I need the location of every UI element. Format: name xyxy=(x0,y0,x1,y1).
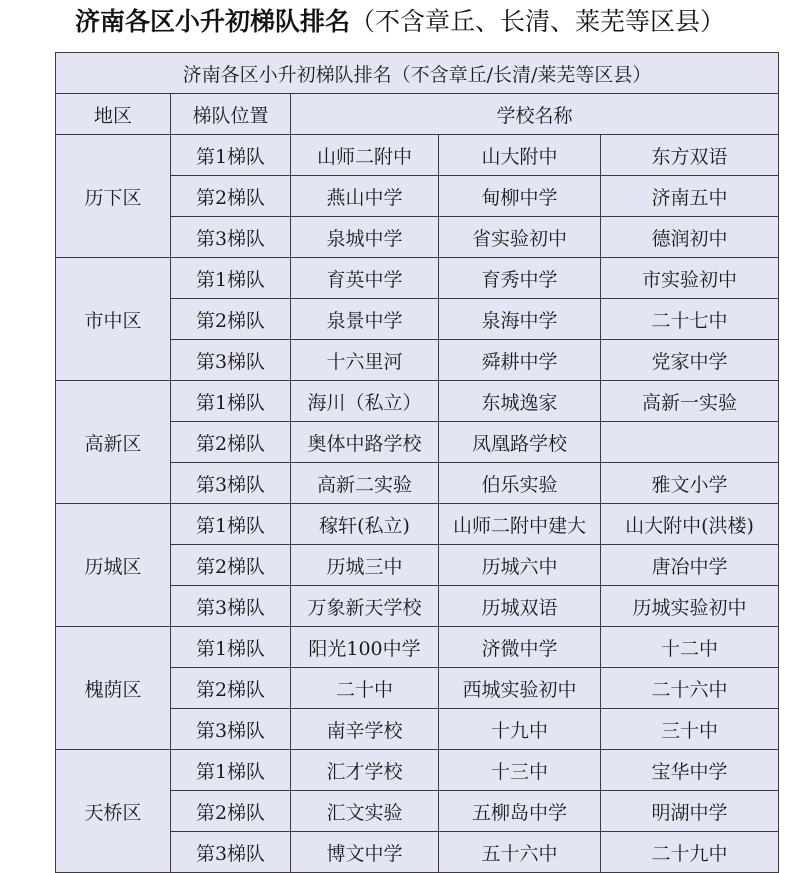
school-cell: 万象新天学校 xyxy=(291,586,439,627)
school-cell: 宝华中学 xyxy=(601,750,779,791)
school-cell: 凤凰路学校 xyxy=(439,422,601,463)
tier-cell: 第1梯队 xyxy=(171,750,291,791)
tier-cell: 第2梯队 xyxy=(171,176,291,217)
school-cell: 历城实验初中 xyxy=(601,586,779,627)
school-cell: 燕山中学 xyxy=(291,176,439,217)
tier-cell: 第1梯队 xyxy=(171,504,291,545)
tier-cell: 第1梯队 xyxy=(171,135,291,176)
school-cell: 汇文实验 xyxy=(291,791,439,832)
tier-cell: 第3梯队 xyxy=(171,586,291,627)
school-cell: 甸柳中学 xyxy=(439,176,601,217)
tier-cell: 第2梯队 xyxy=(171,545,291,586)
header-schools: 学校名称 xyxy=(291,94,779,135)
tier-cell: 第1梯队 xyxy=(171,381,291,422)
school-cell: 十二中 xyxy=(601,627,779,668)
tier-cell: 第3梯队 xyxy=(171,217,291,258)
school-cell: 育秀中学 xyxy=(439,258,601,299)
school-cell: 山师二附中建大 xyxy=(439,504,601,545)
region-cell: 历下区 xyxy=(56,135,171,258)
school-cell: 五柳岛中学 xyxy=(439,791,601,832)
school-cell: 汇才学校 xyxy=(291,750,439,791)
school-cell: 海川（私立） xyxy=(291,381,439,422)
title-main: 济南各区小升初梯队排名 xyxy=(74,7,350,36)
school-cell: 历城六中 xyxy=(439,545,601,586)
school-cell: 山大附中 xyxy=(439,135,601,176)
header-region: 地区 xyxy=(56,94,171,135)
school-cell: 历城三中 xyxy=(291,545,439,586)
school-cell: 泉景中学 xyxy=(291,299,439,340)
school-cell: 稼轩(私立) xyxy=(291,504,439,545)
tier-cell: 第2梯队 xyxy=(171,422,291,463)
school-cell: 党家中学 xyxy=(601,340,779,381)
tier-cell: 第3梯队 xyxy=(171,463,291,504)
table-row xyxy=(56,381,779,422)
region-cell: 市中区 xyxy=(56,258,171,381)
school-cell: 十六里河 xyxy=(291,340,439,381)
school-cell: 历城双语 xyxy=(439,586,601,627)
table-row xyxy=(56,627,779,668)
header-tier: 梯队位置 xyxy=(171,94,291,135)
title-sub: （不含章丘、长清、莱芜等区县） xyxy=(350,7,726,36)
school-cell: 唐冶中学 xyxy=(601,545,779,586)
school-cell: 二十九中 xyxy=(601,832,779,873)
school-cell: 舜耕中学 xyxy=(439,340,601,381)
school-cell: 省实验初中 xyxy=(439,217,601,258)
school-cell: 雅文小学 xyxy=(601,463,779,504)
school-cell: 伯乐实验 xyxy=(439,463,601,504)
school-cell: 泉海中学 xyxy=(439,299,601,340)
school-cell: 济南五中 xyxy=(601,176,779,217)
school-cell: 西城实验初中 xyxy=(439,668,601,709)
tier-cell: 第1梯队 xyxy=(171,258,291,299)
school-cell: 泉城中学 xyxy=(291,217,439,258)
school-cell: 阳光100中学 xyxy=(291,627,439,668)
school-cell: 十三中 xyxy=(439,750,601,791)
page-title xyxy=(0,4,800,40)
region-cell: 高新区 xyxy=(56,381,171,504)
school-cell: 德润初中 xyxy=(601,217,779,258)
school-cell: 二十六中 xyxy=(601,668,779,709)
school-cell: 市实验初中 xyxy=(601,258,779,299)
table-row xyxy=(56,258,779,299)
tier-cell: 第3梯队 xyxy=(171,832,291,873)
table-row xyxy=(56,750,779,791)
school-cell: 山大附中(洪楼) xyxy=(601,504,779,545)
school-cell: 济微中学 xyxy=(439,627,601,668)
school-cell: 五十六中 xyxy=(439,832,601,873)
school-cell xyxy=(601,422,779,463)
school-cell: 十九中 xyxy=(439,709,601,750)
school-cell: 山师二附中 xyxy=(291,135,439,176)
table-row xyxy=(56,135,779,176)
school-cell: 东方双语 xyxy=(601,135,779,176)
tier-cell: 第1梯队 xyxy=(171,627,291,668)
school-cell: 高新二实验 xyxy=(291,463,439,504)
tier-cell: 第2梯队 xyxy=(171,299,291,340)
table-row xyxy=(56,504,779,545)
school-cell: 明湖中学 xyxy=(601,791,779,832)
tier-cell: 第2梯队 xyxy=(171,791,291,832)
school-cell: 三十中 xyxy=(601,709,779,750)
ranking-table xyxy=(55,52,779,873)
school-cell: 育英中学 xyxy=(291,258,439,299)
tier-cell: 第3梯队 xyxy=(171,709,291,750)
school-cell: 博文中学 xyxy=(291,832,439,873)
tier-cell: 第3梯队 xyxy=(171,340,291,381)
tier-cell: 第2梯队 xyxy=(171,668,291,709)
region-cell: 历城区 xyxy=(56,504,171,627)
school-cell: 高新一实验 xyxy=(601,381,779,422)
region-cell: 天桥区 xyxy=(56,750,171,873)
school-cell: 东城逸家 xyxy=(439,381,601,422)
school-cell: 南辛学校 xyxy=(291,709,439,750)
school-cell: 二十七中 xyxy=(601,299,779,340)
region-cell: 槐荫区 xyxy=(56,627,171,750)
school-cell: 二十中 xyxy=(291,668,439,709)
school-cell: 奥体中路学校 xyxy=(291,422,439,463)
table-caption: 济南各区小升初梯队排名（不含章丘/长清/莱芜等区县） xyxy=(56,53,779,94)
